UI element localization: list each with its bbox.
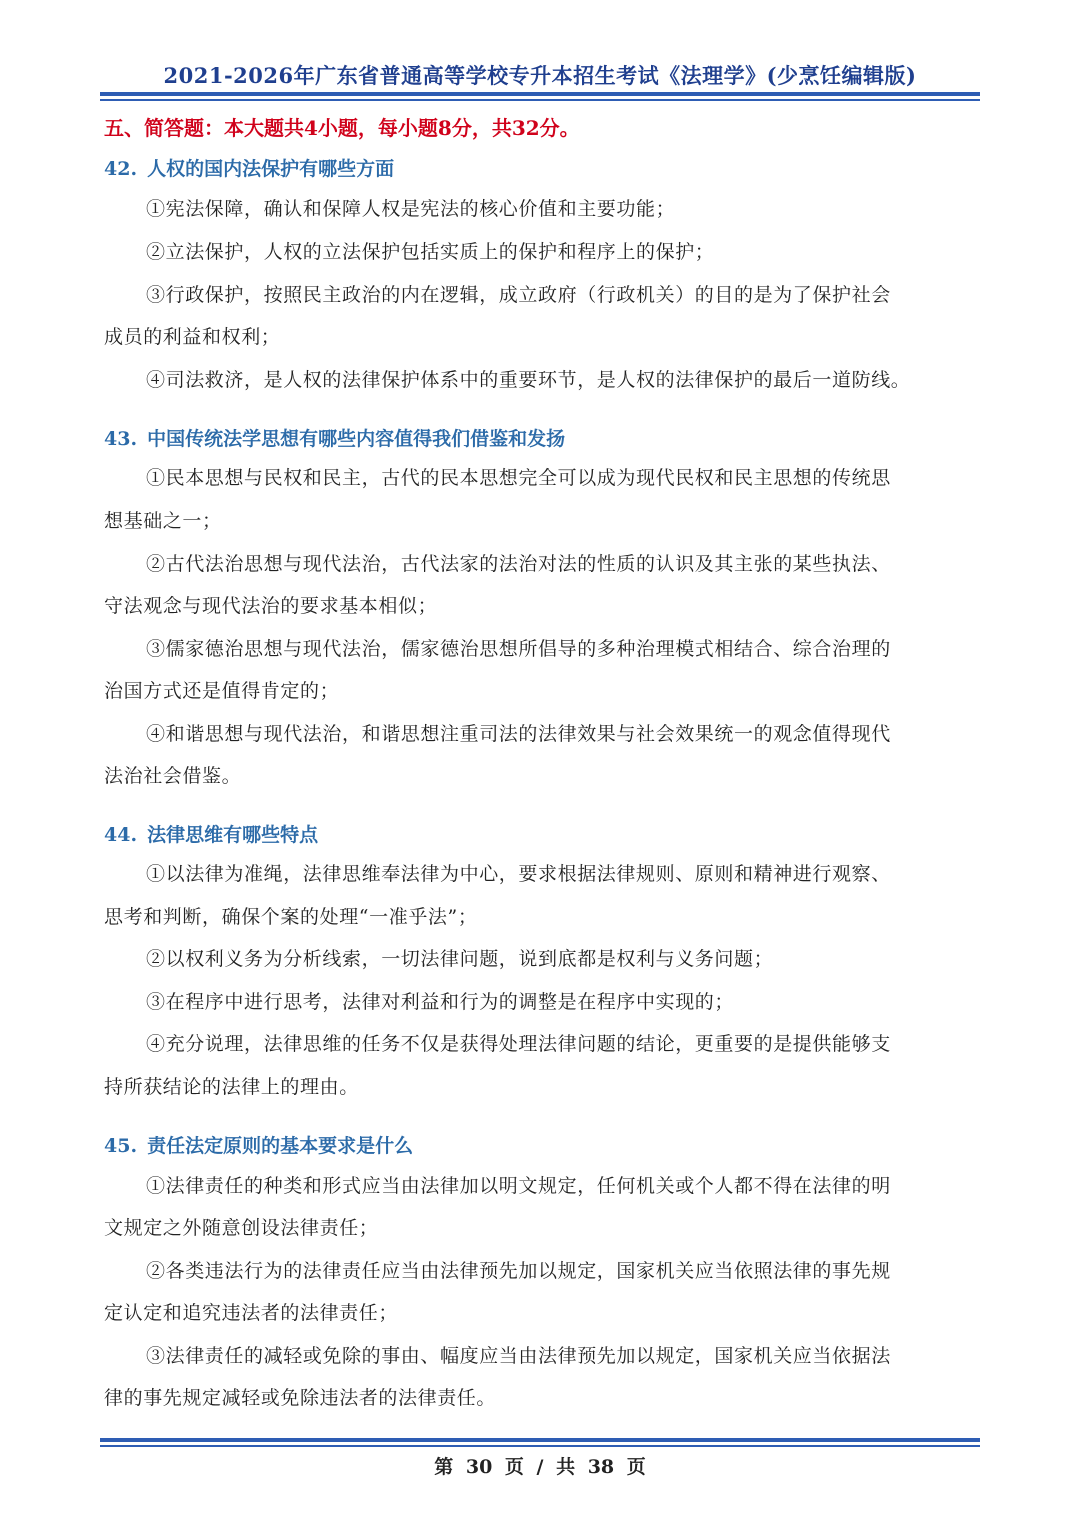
- question-text: 中国传统法学思想有哪些内容值得我们借鉴和发扬: [147, 428, 566, 450]
- answer-line: ①法律责任的种类和形式应当由法律加以明文规定，任何机关或个人都不得在法律的明: [146, 1175, 891, 1197]
- answer-line: ①民本思想与民权和民主，古代的民本思想完全可以成为现代民权和民主思想的传统思: [146, 467, 891, 489]
- question-title: [104, 820, 318, 847]
- answer-line: ④和谐思想与现代法治，和谐思想注重司法的法律效果与社会效果统一的观念值得现代: [146, 723, 891, 745]
- document-header-title: 2021-2026年广东省普通高等学校专升本招生考试《法理学》(少烹饪编辑版): [163, 63, 917, 88]
- answer-line: ③行政保护，按照民主政治的内在逻辑，成立政府（行政机关）的目的是为了保护社会: [146, 284, 891, 306]
- answer-line: 法治社会借鉴。: [104, 765, 242, 787]
- header-divider: [100, 92, 980, 101]
- question-text: 人权的国内法保护有哪些方面: [147, 158, 395, 180]
- answer-line: 定认定和追究违法者的法律责任；: [104, 1302, 399, 1324]
- question-title: [104, 1131, 413, 1158]
- answer-line: 文规定之外随意创设法律责任；: [104, 1217, 379, 1239]
- question-number: 44.: [104, 824, 138, 846]
- answer-line: ①以法律为准绳，法律思维奉法律为中心，要求根据法律规则、原则和精神进行观察、: [146, 863, 891, 885]
- page-number: 第 30 页 / 共 38 页: [434, 1456, 646, 1478]
- section-heading: 五、简答题：本大题共4小题，每小题8分，共32分。: [104, 116, 580, 140]
- answer-line: ④充分说理，法律思维的任务不仅是获得处理法律问题的结论，更重要的是提供能够支: [146, 1033, 891, 1055]
- answer-line: ②以权利义务为分析线索，一切法律问题，说到底都是权利与义务问题；: [146, 948, 774, 970]
- answer-line: 持所获结论的法律上的理由。: [104, 1076, 359, 1098]
- answer-line: 成员的利益和权利；: [104, 326, 281, 348]
- answer-line: ④司法救济，是人权的法律保护体系中的重要环节，是人权的法律保护的最后一道防线。: [146, 369, 911, 391]
- answer-line: ②古代法治思想与现代法治，古代法家的法治对法的性质的认识及其主张的某些执法、: [146, 553, 891, 575]
- question-title: [104, 424, 565, 451]
- answer-line: 思考和判断，确保个案的处理“一准乎法”；: [104, 906, 478, 928]
- answer-line: 想基础之一；: [104, 510, 222, 532]
- answer-line: 治国方式还是值得肯定的；: [104, 680, 340, 702]
- question-text: 责任法定原则的基本要求是什么: [147, 1135, 414, 1157]
- answer-line: ②各类违法行为的法律责任应当由法律预先加以规定，国家机关应当依照法律的事先规: [146, 1260, 891, 1282]
- answer-line: 守法观念与现代法治的要求基本相似；: [104, 595, 438, 617]
- answer-line: ③在程序中进行思考，法律对利益和行为的调整是在程序中实现的；: [146, 991, 735, 1013]
- answer-line: ③儒家德治思想与现代法治，儒家德治思想所倡导的多种治理模式相结合、综合治理的: [146, 638, 891, 660]
- answer-line: ②立法保护，人权的立法保护包括实质上的保护和程序上的保护；: [146, 241, 715, 263]
- question-number: 42.: [104, 158, 138, 180]
- answer-line: 律的事先规定减轻或免除违法者的法律责任。: [104, 1387, 497, 1409]
- answer-line: ①宪法保障，确认和保障人权是宪法的核心价值和主要功能；: [146, 198, 676, 220]
- question-number: 43.: [104, 428, 138, 450]
- question-text: 法律思维有哪些特点: [147, 824, 319, 846]
- footer-divider: [100, 1438, 980, 1447]
- answer-line: ③法律责任的减轻或免除的事由、幅度应当由法律预先加以规定，国家机关应当依据法: [146, 1345, 891, 1367]
- question-title: [104, 154, 394, 181]
- question-number: 45.: [104, 1135, 138, 1157]
